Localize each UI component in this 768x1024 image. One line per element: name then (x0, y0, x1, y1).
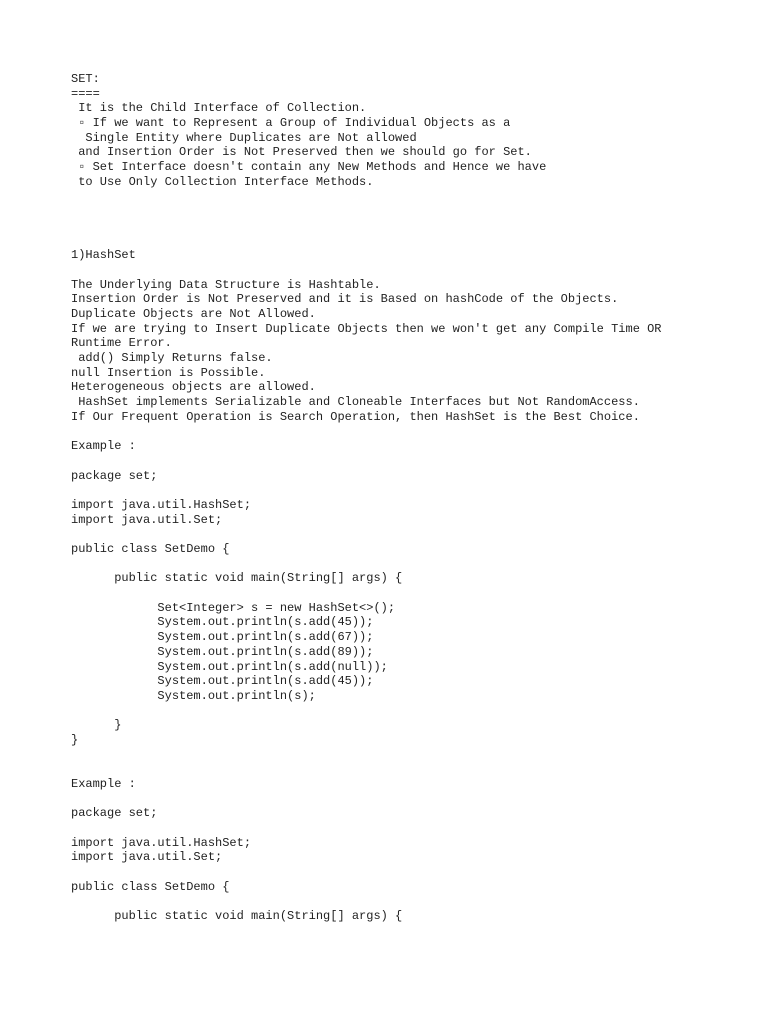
text-line (71, 527, 751, 542)
text-line: 1)HashSet (71, 248, 136, 263)
text-line: } (71, 732, 79, 747)
text-line: SET: (71, 72, 100, 86)
text-line: Single Entity where Duplicates are Not allowed (71, 130, 417, 145)
text-line: import java.util.Set; (71, 512, 223, 527)
text-line: Heterogeneous objects are allowed. (71, 380, 316, 395)
text-line: package set; (71, 806, 158, 821)
text-line: System.out.println(s.add(89)); (71, 644, 374, 659)
text-line (71, 762, 751, 777)
text-line: ▫ Set Interface doesn't contain any New Methods and Hence we have (71, 160, 547, 175)
text-line: ==== (71, 86, 100, 101)
document-page (71, 72, 751, 924)
text-line: System.out.println(s); (71, 688, 316, 703)
text-line: Set<Integer> s = new HashSet<>(); (71, 600, 396, 615)
text-line: System.out.println(s.add(45)); (71, 615, 374, 630)
text-line: If Our Frequent Operation is Search Operation, then HashSet is the Best Choice. (71, 409, 640, 424)
text-line (71, 234, 751, 249)
text-line: System.out.println(s.add(67)); (71, 630, 374, 645)
text-line (71, 821, 751, 836)
text-line: HashSet implements Serializable and Cloneable Interfaces but Not RandomAccess. (71, 395, 640, 410)
text-line: Insertion Order is Not Preserved and it is Based on hashCode of the Objects. (71, 292, 619, 307)
text-line: Example : (71, 777, 136, 791)
text-line (71, 190, 751, 205)
text-line: to Use Only Collection Interface Methods. (71, 174, 374, 189)
text-line (71, 865, 751, 880)
text-line (71, 425, 751, 440)
text-line (71, 263, 751, 278)
text-line: Runtime Error. (71, 336, 172, 351)
text-line (71, 454, 751, 469)
text-line (71, 219, 751, 234)
text-line (71, 895, 751, 910)
text-line: It is the Child Interface of Collection. (71, 101, 367, 116)
text-line: System.out.println(s.add(null)); (71, 659, 388, 674)
text-line: import java.util.HashSet; (71, 835, 252, 850)
text-line: System.out.println(s.add(45)); (71, 674, 374, 689)
text-line (71, 704, 751, 719)
text-line: } (71, 718, 122, 733)
text-line (71, 586, 751, 601)
text-line (71, 204, 751, 219)
text-line: import java.util.Set; (71, 850, 223, 865)
text-line (71, 557, 751, 572)
text-line: The Underlying Data Structure is Hashtable. (71, 277, 381, 292)
text-line: package set; (71, 468, 158, 483)
text-line (71, 748, 751, 763)
text-line: Example : (71, 439, 136, 454)
text-line: public class SetDemo { (71, 879, 230, 894)
text-line: Duplicate Objects are Not Allowed. (71, 307, 316, 321)
text-line: public class SetDemo { (71, 542, 230, 556)
text-line (71, 483, 751, 498)
text-line: public static void main(String[] args) { (71, 571, 403, 586)
text-line: public static void main(String[] args) { (71, 909, 403, 924)
text-line: add() Simply Returns false. (71, 351, 273, 366)
text-line: null Insertion is Possible. (71, 365, 266, 380)
text-line: and Insertion Order is Not Preserved then we should go for Set. (71, 145, 532, 160)
text-line: ▫ If we want to Represent a Group of Individual Objects as a (71, 116, 511, 131)
text-line: import java.util.HashSet; (71, 497, 252, 512)
text-line (71, 792, 751, 807)
text-line: If we are trying to Insert Duplicate Objects then we won't get any Compile Time OR (71, 321, 662, 336)
